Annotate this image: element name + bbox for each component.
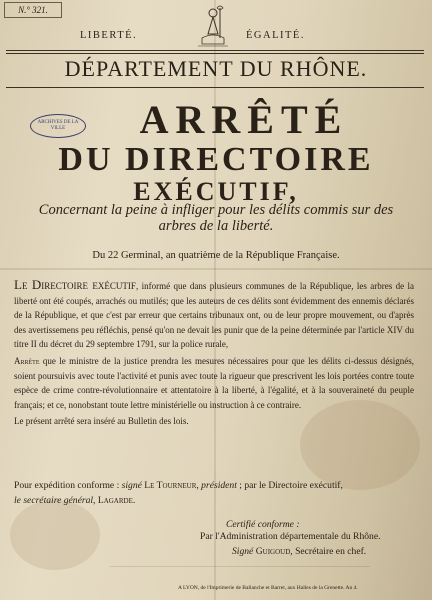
- document-number: N.° 321.: [4, 2, 62, 18]
- certifie-conforme: Certifié conforme :: [226, 519, 300, 530]
- title-executif: EXÉCUTIF,: [133, 177, 299, 206]
- paragraph-text-arrete: que le ministre de la justice prendra les mesures nécessaires pour que les délits ci-dessus désignés, soient poursuivis avec toute l'activité et punis avec toute la rigueur que prescrivent les lois portées contre toute espèce de crime contre-révolutionnaire et attentatoire à la liberté, à l'égalité, et à la souveraineté du peuple français; et ce, nonobstant toute lettre ministérielle ou instruction à ce contraire.: [14, 355, 414, 410]
- paragraph-considerant: [14, 278, 414, 352]
- title-subtitle: Concernant la peine à infliger pour les délits commis sur des arbres de la liberté.: [38, 202, 394, 234]
- paper-crease: [110, 566, 370, 567]
- printer-imprint: A LYON, de l'Imprimerie de Ballanche et Barret, aux Halles de la Grenette. An 4.: [178, 585, 358, 591]
- archive-stamp-text: ARCHIVES DE LA VILLE: [37, 120, 79, 131]
- role-secretaire-en-chef: , Secrétaire en chef.: [290, 546, 367, 557]
- motto-liberte: LIBERTÉ.: [80, 30, 138, 41]
- title-arrete: ARRÊTÉ: [139, 97, 349, 142]
- paragraph-arrete: [14, 354, 414, 412]
- paragraph-lead-arrete: Arrête: [14, 355, 40, 366]
- expedition-middle: ; par le Directoire exécutif,: [236, 480, 343, 491]
- decree-body: [14, 278, 414, 429]
- certification-signe: Signé: [232, 546, 254, 557]
- title-directoire: DU DIRECTOIRE: [58, 141, 374, 178]
- role-president: président: [201, 480, 237, 491]
- expedition-signe: signé: [121, 480, 142, 491]
- department-rule: [6, 87, 424, 88]
- signatory-lagarde: , Lagarde.: [93, 495, 136, 506]
- decree-date: Du 22 Germinal, an quatrième de la République Française.: [92, 250, 340, 261]
- certification-signature: [232, 546, 366, 557]
- header-rule: [6, 50, 424, 54]
- motto-egalite: ÉGALITÉ.: [246, 30, 305, 41]
- certification-administration: Par l'Administration départementale du Rhône.: [200, 531, 381, 542]
- role-secretaire-general: le secrétaire général: [14, 495, 94, 506]
- paragraph-lead-directoire: Le Directoire exécutif: [14, 277, 136, 292]
- fold-line-horizontal: [0, 268, 432, 270]
- signatory-le-tourneur: Le Tourneur,: [141, 480, 202, 491]
- paragraph-text-considerant: , informé que dans plusieurs communes de la République, les arbres de la liberté ont été coupés, arrachés ou mutilés; que les auteurs de ces délits sont évidemment des ennemis déclarés de la République, et que c'est par erreur que certains tribunaux ont, ou de leur propre mouvement, ou d'après des avertissemens peu réfléchis, pensé qu'on ne devait les punir que de la peine déterminée par l'article XIV du titre II du décret du 29 septembre 1791, sur la police rurale,: [14, 281, 414, 350]
- paragraph-bulletin: Le présent arrêté sera inséré au Bulletin des lois.: [14, 416, 189, 427]
- archive-stamp: [30, 114, 86, 138]
- department-heading: DÉPARTEMENT DU RHÔNE.: [64, 56, 368, 81]
- liberty-emblem-icon: [194, 4, 232, 54]
- paper-stain: [10, 500, 100, 570]
- signatory-guigoud: Guigoud: [253, 546, 291, 557]
- expedition-prefix: Pour expédition conforme :: [14, 480, 122, 491]
- expedition-conforme: [14, 478, 418, 508]
